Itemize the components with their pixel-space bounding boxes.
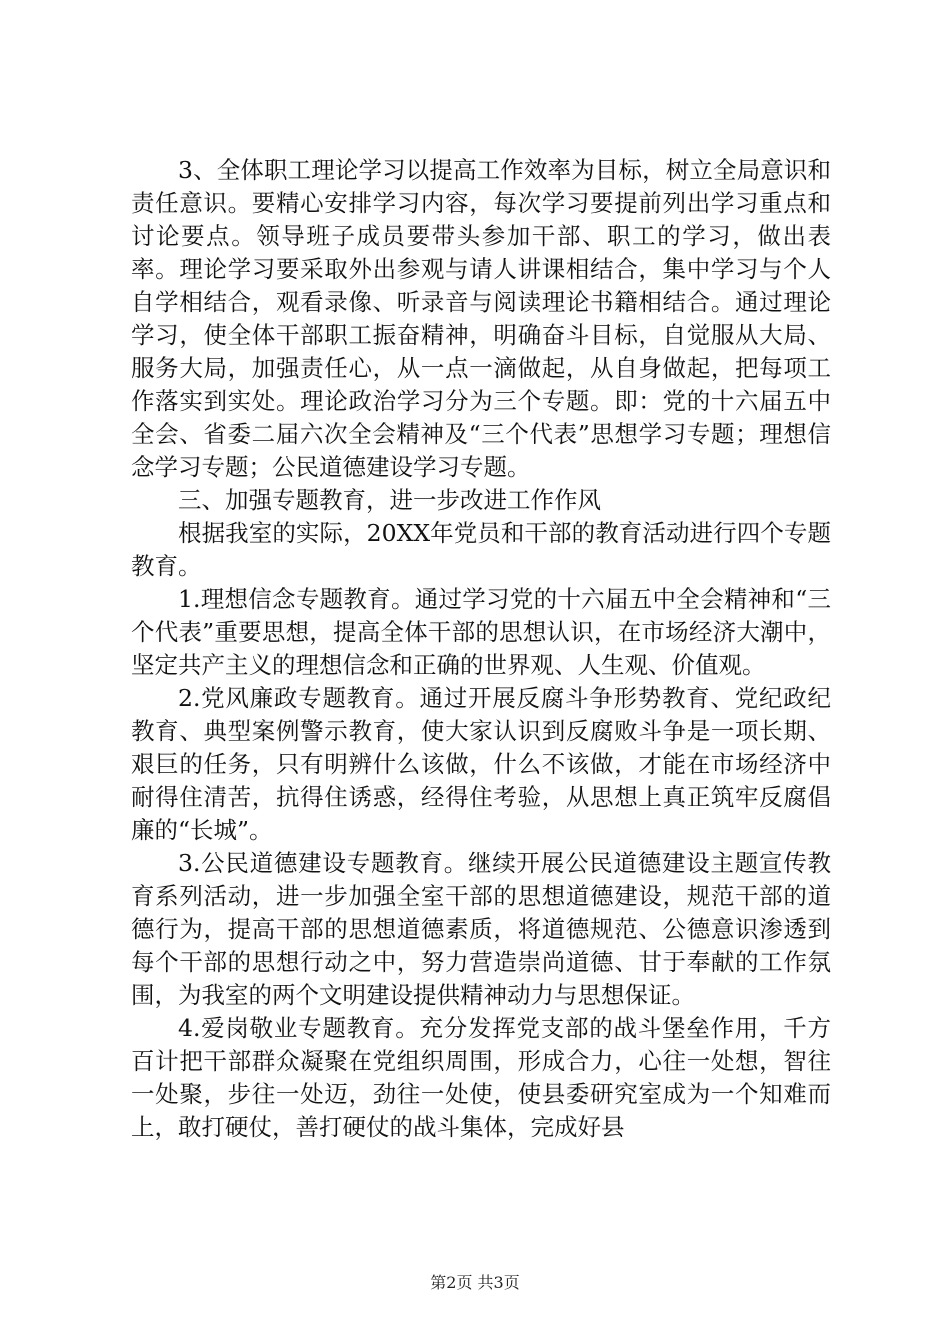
paragraph-item-2: 2.党风廉政专题教育。通过开展反腐斗争形势教育、党纪政纪教育、典型案例警示教育，使大家认识到反腐败斗争是一项长期、艰巨的任务，只有明辨什么该做，什么不该做，才能在市场经济中耐得住清苦，抗得住诱惑，经得住考验，从思想上真正筑牢反腐倡廉的“长城”。 xyxy=(131,684,831,844)
paragraph-intro: 根据我室的实际，20XX年党员和干部的教育活动进行四个专题教育。 xyxy=(131,519,831,580)
document-body xyxy=(131,154,831,1144)
paragraph-item-3: 3.公民道德建设专题教育。继续开展公民道德建设主题宣传教育系列活动，进一步加强全室干部的思想道德建设，规范干部的道德行为，提高干部的思想道德素质，将道德规范、公德意识渗透到每个干部的思想行动之中，努力营造崇尚道德、甘于奉献的工作氛围，为我室的两个文明建设提供精神动力与思想保证。 xyxy=(131,849,831,1009)
page-number-label: 第2页 共3页 xyxy=(430,1273,520,1292)
paragraph-item-4: 4.爱岗敬业专题教育。充分发挥党支部的战斗堡垒作用，千方百计把干部群众凝聚在党组织周围，形成合力，心往一处想，智往一处聚，步往一处迈，劲往一处使，使县委研究室成为一个知难而上，敢打硬仗，善打硬仗的战斗集体，完成好县 xyxy=(131,1014,831,1141)
page-footer xyxy=(0,1270,950,1293)
paragraph-item-1: 1.理想信念专题教育。通过学习党的十六届五中全会精神和“三个代表”重要思想，提高全体干部的思想认识，在市场经济大潮中，坚定共产主义的理想信念和正确的世界观、人生观、价值观。 xyxy=(131,585,831,679)
section-heading-three: 三、加强专题教育，进一步改进工作作风 xyxy=(178,486,601,514)
paragraph-theory-study: 3、全体职工理论学习以提高工作效率为目标，树立全局意识和责任意识。要精心安排学习内容，每次学习要提前列出学习重点和讨论要点。领导班子成员要带头参加干部、职工的学习，做出表率。理论学习要采取外出参观与请人讲课相结合，集中学习与个人自学相结合，观看录像、听录音与阅读理论书籍相结合。通过理论学习，使全体干部职工振奋精神，明确奋斗目标，自觉服从大局、服务大局，加强责任心，从一点一滴做起，从自身做起，把每项工作落实到实处。理论政治学习分为三个专题。即：党的十六届五中全会、省委二届六次全会精神及“三个代表”思想学习专题；理想信念学习专题；公民道德建设学习专题。 xyxy=(131,156,831,481)
